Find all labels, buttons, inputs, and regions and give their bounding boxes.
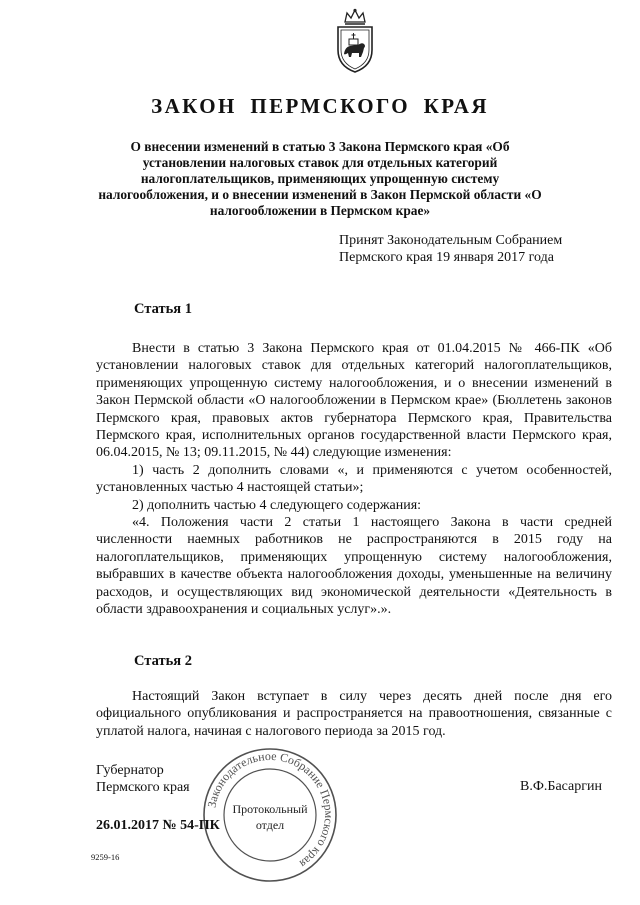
signatory-position	[96, 762, 190, 796]
signatory-position-line-1: Губернатор	[96, 763, 164, 778]
article-1-paragraph: 2) дополнить частью 4 следующего содержания:	[132, 497, 422, 513]
article-1-body	[96, 340, 612, 619]
document-title: ЗАКОН ПЕРМСКОГО КРАЯ	[151, 94, 489, 118]
article-1-paragraph: Внести в статью 3 Закона Пермского края от 01.04.2015 № 466-ПК «Об установлении налоговых ставок для отдельных категорий налогоплательщиков, применяющих упрощенную систему налогообложения, и о внесении изменений в Закон Пермской области «О налогообложении в Пермском крае» (Бюллетень законов Пермского края, правовых актов губернатора Пермского края, Правительства Пермского края, исполнительных органов государственной власти Пермского края, 06.04.2015, № 13; 09.11.2015, № 44) следующие изменения:	[96, 341, 612, 461]
stamp-center-line-2: отдел	[255, 818, 285, 832]
official-stamp	[200, 745, 340, 885]
article-1-heading: Статья 1	[134, 301, 192, 317]
signatory-position-line-2: Пермского края	[96, 780, 190, 795]
article-1-paragraph: «4. Положения части 2 статьи 1 настоящего Закона в части средней численности наемных работников не распространяются в 2015 году на налогоплательщиков, применяющих упрощенную систему налогообложения, выбравших в качестве объекта налогообложения доходы, уменьшенные на величину расходов, и осуществляющих вид экономической деятельности «Деятельность в области здравоохранения и социальных услуг».».	[96, 515, 612, 618]
stamp-center-line-1: Протокольный	[232, 802, 308, 816]
article-2-heading: Статья 2	[134, 653, 192, 669]
article-2-body	[96, 688, 612, 740]
coat-of-arms-icon	[330, 8, 380, 74]
article-2-paragraph: Настоящий Закон вступает в силу через десять дней после дня его официального опубликования и распространяется на правоотношения, связанные с уплатой налога, начиная с налогового периода за 2015 год.	[96, 689, 612, 739]
adoption-line-1: Принят Законодательным Собранием	[339, 233, 563, 248]
stamp-ring-text: Законодательное Собрание Пермского края	[204, 748, 337, 872]
law-date-number: 26.01.2017 № 54-ПК	[96, 818, 220, 833]
article-1-paragraph: 1) часть 2 дополнить словами «, и применяются с учетом особенностей, установленных частью 4 настоящей статьи»;	[96, 462, 612, 496]
adoption-note	[339, 232, 609, 266]
adoption-line-2: Пермского края 19 января 2017 года	[339, 250, 554, 265]
signatory-name: В.Ф.Басаргин	[520, 779, 602, 794]
document-subtitle: О внесении изменений в статью 3 Закона Пермского края «Об установлении налоговых ставок для отдельных категорий налогоплательщиков, применяющих упрощенную систему налогообложения, и о внесении изменений в Закон Пермской области «О налогообложении в Пермском крае»	[98, 139, 542, 218]
document-code: 9259-16	[91, 852, 120, 862]
